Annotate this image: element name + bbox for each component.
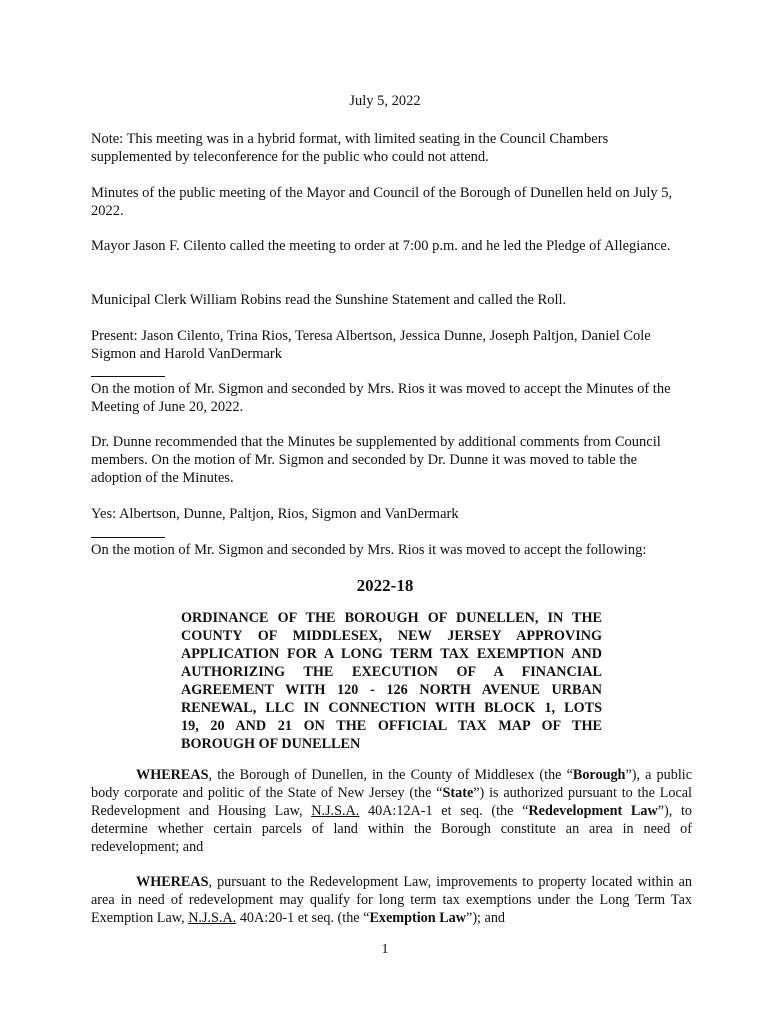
mayor-paragraph: Mayor Jason F. Cilento called the meeting to order at 7:00 p.m. and he led the Pledge of Allegiance. xyxy=(91,238,671,254)
motion-paragraph: On the motion of Mr. Sigmon and seconded by Mrs. Rios it was moved to accept the following: xyxy=(91,542,647,558)
whereas-keyword: WHEREAS xyxy=(136,767,209,783)
whereas-paragraph-1: WHEREAS, the Borough of Dunellen, in the County of Middlesex (the “Borough”), a public body corporate and politic of the State of New Jersey (the “State”) is authorized pursuant to the Local Redevelopment and Housing Law, N.J.S.A. 40A:12A-1 et seq. (the “Redevelopment Law”), to determine whether certain parcels of land within the Borough constitute an area in need of redevelopment; and xyxy=(91,767,693,855)
vote-paragraph: Yes: Albertson, Dunne, Paltjon, Rios, Sigmon and VanDermark xyxy=(91,506,459,522)
ordinance-title-line: 19, 20 AND 21 ON THE OFFICIAL TAX MAP OF THE xyxy=(181,718,602,734)
motion-paragraph: On the motion of Mr. Sigmon and seconded by Mrs. Rios it was moved to accept the Minutes of the Meeting of June 20, 2022. xyxy=(91,381,671,415)
statute-citation: N.J.S.A. xyxy=(311,803,360,819)
ordinance-title xyxy=(181,609,602,753)
ordinance-title-line: AUTHORIZING THE EXECUTION OF A FINANCIAL xyxy=(181,664,602,680)
whereas-keyword: WHEREAS xyxy=(136,874,209,890)
defined-term: Redevelopment Law xyxy=(528,803,658,819)
defined-term: Borough xyxy=(572,767,626,783)
note-paragraph: Note: This meeting was in a hybrid format, with limited seating in the Council Chambers supplemented by teleconference for the public who could not attend. xyxy=(91,131,609,165)
present-paragraph: Present: Jason Cilento, Trina Rios, Teresa Albertson, Jessica Dunne, Joseph Paltjon, Daniel Cole Sigmon and Harold VanDermark xyxy=(91,328,651,362)
ordinance-title-line: AGREEMENT WITH 120 - 126 NORTH AVENUE URBAN xyxy=(181,682,602,698)
ordinance-title-line: RENEWAL, LLC IN CONNECTION WITH BLOCK 1, LOTS xyxy=(181,700,602,716)
ordinance-title-line: COUNTY OF MIDDLESEX, NEW JERSEY APPROVING xyxy=(181,628,602,644)
clerk-paragraph: Municipal Clerk William Robins read the Sunshine Statement and called the Roll. xyxy=(91,292,567,308)
ordinance-title-line: BOROUGH OF DUNELLEN xyxy=(181,736,361,752)
ordinance-title-line: APPLICATION FOR A LONG TERM TAX EXEMPTION AND xyxy=(181,646,602,662)
ordinance-number: 2022-18 xyxy=(356,576,414,595)
ordinance-title-line: ORDINANCE OF THE BOROUGH OF DUNELLEN, IN THE xyxy=(181,610,602,626)
page-number: 1 xyxy=(381,942,389,957)
statute-citation: N.J.S.A. xyxy=(188,910,237,926)
dunne-paragraph: Dr. Dunne recommended that the Minutes be supplemented by additional comments from Council members. On the motion of Mr. Sigmon and seconded by Dr. Dunne it was moved to table the adoption of the Minutes. xyxy=(91,434,661,486)
separator-line xyxy=(91,537,165,538)
defined-term: Exemption Law xyxy=(369,910,467,926)
whereas-paragraph-2: WHEREAS, pursuant to the Redevelopment Law, improvements to property located within an area in need of redevelopment may qualify for long term tax exemptions under the Long Term Tax Exemption Law, N.J.S.A. 40A:20-1 et seq. (the “Exemption Law”); and xyxy=(91,874,692,926)
separator-line xyxy=(91,376,165,377)
minutes-paragraph: Minutes of the public meeting of the Mayor and Council of the Borough of Dunellen held on July 5, 2022. xyxy=(91,185,673,219)
defined-term: State xyxy=(442,785,474,801)
meeting-date: July 5, 2022 xyxy=(349,93,421,109)
